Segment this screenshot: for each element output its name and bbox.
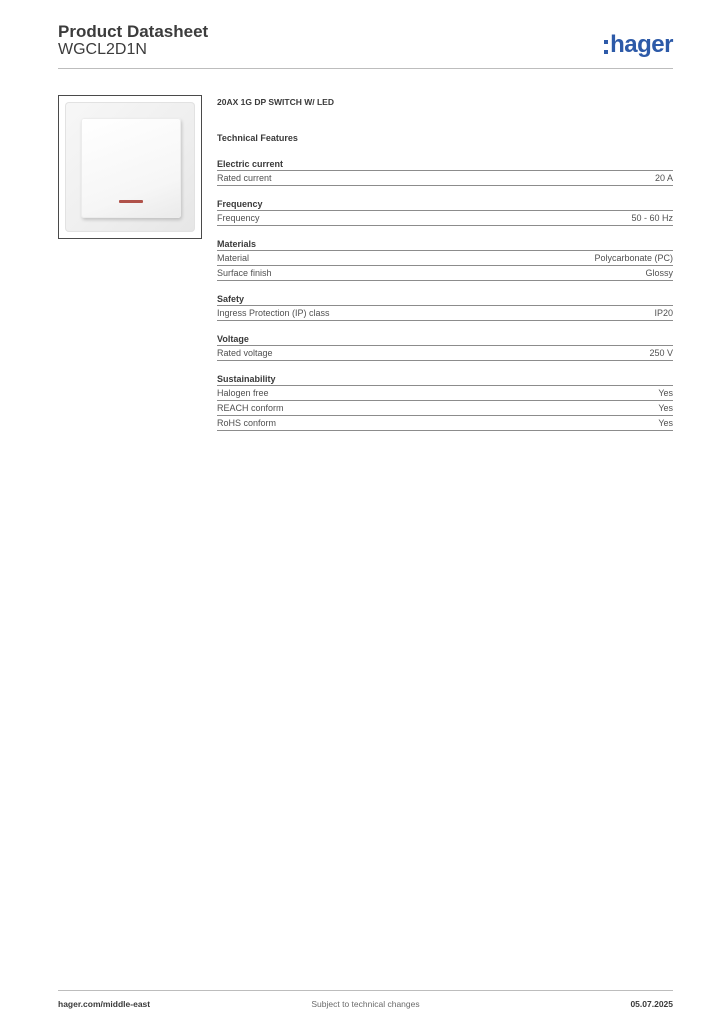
feature-label: Halogen free — [217, 388, 269, 398]
feature-group — [217, 333, 673, 361]
product-code: WGCL2D1N — [58, 41, 147, 58]
page-header — [58, 20, 673, 70]
feature-group — [217, 238, 673, 281]
feature-group-title: Safety — [217, 293, 673, 306]
page-footer — [58, 998, 673, 1012]
feature-group-title: Electric current — [217, 158, 673, 171]
feature-label: REACH conform — [217, 403, 284, 413]
product-details — [217, 95, 673, 431]
hager-logo — [604, 28, 673, 58]
feature-label: Frequency — [217, 213, 260, 223]
header-divider — [58, 68, 673, 69]
page-title: Product Datasheet — [58, 22, 209, 41]
product-image — [58, 95, 202, 239]
feature-row — [217, 251, 673, 266]
feature-group — [217, 158, 673, 186]
feature-value: 50 - 60 Hz — [631, 213, 673, 223]
feature-row — [217, 386, 673, 401]
footer-website: hager.com/middle-east — [58, 999, 151, 1009]
footer-notice: Subject to technical changes — [311, 999, 420, 1009]
feature-value: Yes — [658, 388, 673, 398]
switch-plate — [65, 102, 195, 232]
feature-row — [217, 211, 673, 226]
logo-colon-icon — [604, 40, 608, 54]
feature-row — [217, 306, 673, 321]
feature-label: RoHS conform — [217, 418, 277, 428]
led-indicator — [119, 200, 143, 203]
feature-value: IP20 — [654, 308, 673, 318]
feature-row — [217, 416, 673, 431]
switch-rocker — [81, 118, 181, 218]
feature-group — [217, 373, 673, 431]
feature-label: Rated voltage — [217, 348, 273, 358]
feature-value: 20 A — [654, 173, 673, 183]
feature-row — [217, 171, 673, 186]
footer-date: 05.07.2025 — [630, 999, 673, 1009]
feature-row — [217, 401, 673, 416]
feature-row — [217, 346, 673, 361]
feature-value: Yes — [658, 418, 673, 428]
footer-divider — [58, 990, 673, 991]
feature-value: Yes — [658, 403, 673, 413]
feature-value: 250 V — [649, 348, 673, 358]
feature-row — [217, 266, 673, 281]
feature-group-title: Materials — [217, 238, 673, 251]
logo-text: hager — [610, 31, 673, 58]
feature-value: Glossy — [645, 268, 673, 278]
feature-group-title: Frequency — [217, 198, 673, 211]
feature-group-title: Voltage — [217, 333, 673, 346]
product-name: 20AX 1G DP SWITCH W/ LED — [217, 97, 334, 107]
feature-group-title: Sustainability — [217, 373, 673, 386]
feature-groups — [217, 158, 673, 431]
feature-label: Surface finish — [217, 268, 272, 278]
feature-label: Material — [217, 253, 250, 263]
feature-group — [217, 198, 673, 226]
feature-label: Rated current — [217, 173, 272, 183]
technical-features-heading: Technical Features — [217, 133, 298, 143]
feature-label: Ingress Protection (IP) class — [217, 308, 330, 318]
feature-group — [217, 293, 673, 321]
feature-value: Polycarbonate (PC) — [594, 253, 673, 263]
